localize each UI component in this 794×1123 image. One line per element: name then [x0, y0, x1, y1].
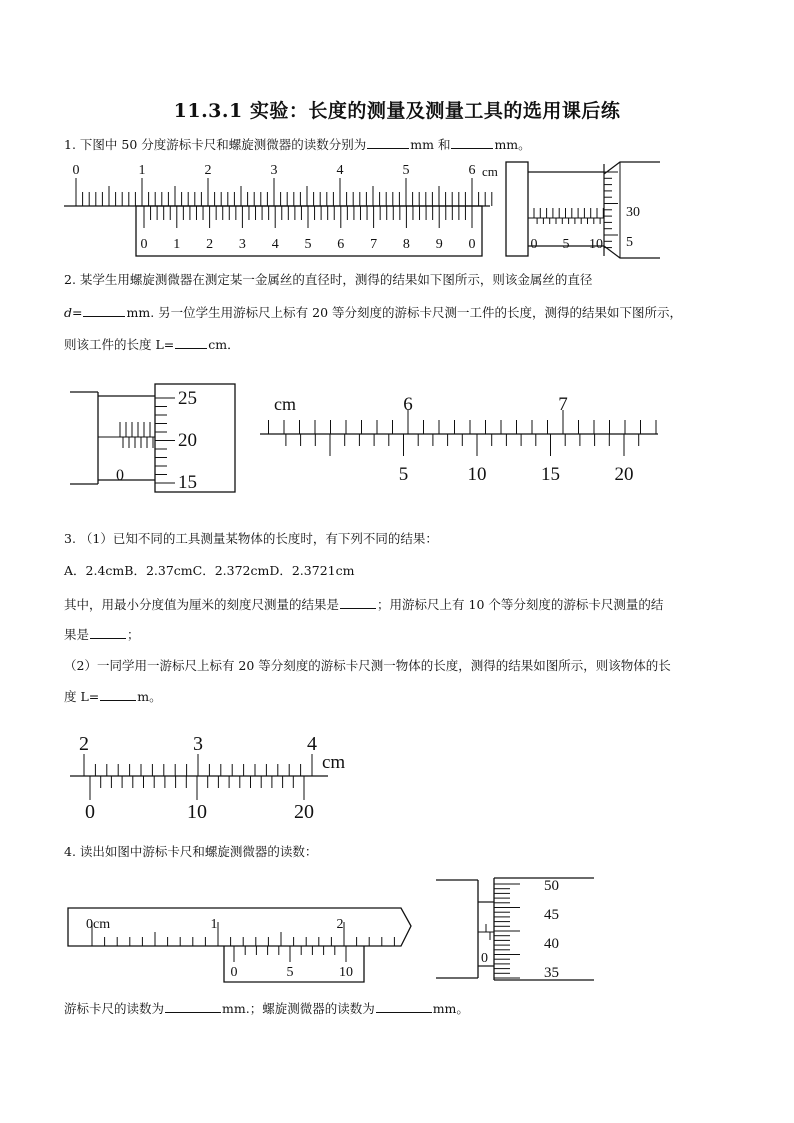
q4-answer-line [64, 1000, 469, 1017]
q3-line1 [64, 596, 663, 613]
q1-blank-micrometer[interactable] [451, 136, 493, 149]
main-scale-label: 2 [204, 163, 212, 178]
main-scale-label: 1 [138, 163, 146, 178]
q3-line2 [64, 626, 140, 643]
thimble-label: 15 [178, 472, 197, 493]
q2-line3 [64, 336, 240, 353]
thimble-label: 45 [544, 907, 559, 923]
vernier-scale-label: 0 [85, 801, 95, 823]
thimble-label: 40 [544, 936, 559, 952]
q4-blank-vernier[interactable] [165, 1000, 221, 1013]
q3-part2-line1: （2）一同学用一游标尺上标有 20 等分刻度的游标卡尺测一物体的长度，测得的结果如图所示，则该物体的长 [64, 658, 671, 673]
q2-micrometer-figure [70, 382, 240, 494]
page-title: 11.3.1 实验：长度的测量及测量工具的选用课后练 [173, 100, 621, 122]
q2-vernier-unit: cm [274, 394, 296, 414]
main-scale-label: 6 [403, 394, 413, 415]
q3-part2-line2 [64, 688, 162, 705]
q1-vernier-unit: cm [482, 164, 498, 179]
vernier-scale-label: 20 [294, 801, 314, 823]
q3-blank-b[interactable] [90, 626, 126, 639]
q2-line3-b: cm． [208, 337, 240, 352]
q4-sleeve-label: 0 [481, 951, 488, 966]
main-scale-label: 1 [210, 917, 218, 932]
q3-blank-a[interactable] [340, 596, 376, 609]
q2-line2 [64, 304, 682, 321]
q3-part2-b: 度 L= [64, 689, 100, 704]
thimble-label: 5 [626, 235, 633, 250]
q3-line-b: ；用游标尺上有 10 个等分刻度的游标卡尺测量的结 [377, 597, 664, 612]
vernier-scale-label: 15 [541, 464, 560, 485]
main-scale-label: 2 [336, 917, 344, 932]
q2-d-label: d= [64, 305, 83, 320]
q1-vernier-caliper-figure [62, 158, 502, 258]
q4-vernier-caliper-figure [66, 906, 416, 984]
q3-vernier-caliper-figure [66, 728, 366, 824]
vernier-scale-label: 0 [230, 965, 238, 980]
vernier-scale-label: 10 [339, 965, 353, 980]
vernier-scale-label: 20 [614, 464, 634, 485]
q2-blank-diameter[interactable] [83, 304, 125, 317]
vernier-scale-label: 5 [398, 464, 409, 485]
q3-line-c: 果是 [64, 627, 90, 642]
main-scale-label: 6 [468, 163, 476, 178]
vernier-scale-label: 10 [187, 801, 207, 823]
thimble-label: 25 [178, 388, 197, 409]
q4-intro: 4. 读出如图中游标卡尺和螺旋测微器的读数： [64, 844, 318, 859]
vernier-scale-label: 4 [271, 237, 279, 252]
main-scale-label: 3 [270, 163, 278, 178]
vernier-scale-label: 5 [286, 965, 294, 980]
main-scale-label: 4 [336, 163, 344, 178]
main-scale-label: 4 [307, 733, 317, 755]
sleeve-label: 0 [530, 237, 538, 252]
vernier-scale-label: 10 [467, 464, 487, 485]
q3-vernier-unit: cm [322, 752, 346, 773]
vernier-scale-label: 0 [140, 237, 148, 252]
sleeve-label: 10 [589, 237, 603, 252]
q1-prefix: 1. 下图中 50 分度游标卡尺和螺旋测微器的读数分别为 [64, 137, 367, 152]
main-scale-label: 2 [79, 733, 89, 755]
sleeve-label: 5 [562, 237, 570, 252]
vernier-scale-label: 7 [370, 237, 378, 252]
vernier-scale-label: 8 [402, 237, 410, 252]
vernier-scale-label: 3 [238, 237, 246, 252]
q4-blank-micrometer[interactable] [376, 1000, 432, 1013]
vernier-scale-label: 6 [337, 237, 345, 252]
thimble-label: 35 [544, 965, 559, 981]
thimble-label: 20 [178, 430, 197, 451]
main-scale-label: 0 [72, 163, 80, 178]
vernier-scale-label: 1 [173, 237, 181, 252]
q2-line1: 2. 某学生用螺旋测微器在测定某一金属丝的直径时，测得的结果如下图所示，则该金属丝的直径 [64, 272, 593, 287]
q3-line-a: 其中，用最小分度值为厘米的刻度尺测量的结果是 [64, 597, 340, 612]
q1-text [64, 136, 531, 153]
q4-micrometer-figure [434, 872, 604, 984]
vernier-scale-label: 2 [206, 237, 214, 252]
vernier-scale-label: 5 [304, 237, 312, 252]
main-scale-label: 0cm [86, 917, 111, 932]
q3-part2-c: m。 [137, 689, 162, 704]
q3-options: A．2.4cmB．2.37cmC．2.372cmD．2.3721cm [64, 563, 355, 578]
thimble-label: 50 [544, 878, 559, 894]
q3-line-d: ； [127, 627, 140, 642]
main-scale-label: 7 [558, 394, 568, 415]
vernier-scale-label: 9 [435, 237, 443, 252]
q4-answer-a: 游标卡尺的读数为 [64, 1001, 165, 1016]
q1-blank-vernier[interactable] [367, 136, 409, 149]
q1-mid: mm 和 [410, 137, 451, 152]
vernier-scale-label: 0 [468, 237, 476, 252]
q3-intro: 3. （1）已知不同的工具测量某物体的长度时，有下列不同的结果： [64, 531, 438, 546]
q2-sleeve-label: 0 [116, 467, 124, 484]
q2-vernier-caliper-figure [256, 388, 666, 488]
thimble-label: 30 [626, 205, 640, 220]
q4-answer-b: mm.；螺旋测微器的读数为 [222, 1001, 375, 1016]
q2-line2-rest: mm. 另一位学生用游标尺上标有 20 等分刻度的游标卡尺测一工件的长度，测得的结果如下图所示， [126, 305, 682, 320]
q2-blank-length[interactable] [175, 336, 207, 349]
q2-line3-a: 则该工件的长度 L= [64, 337, 175, 352]
main-scale-label: 5 [402, 163, 410, 178]
q1-micrometer-figure [504, 160, 664, 260]
q1-suffix: mm。 [494, 137, 531, 152]
q4-answer-c: mm。 [432, 1001, 469, 1016]
q3-blank-length[interactable] [100, 688, 136, 701]
main-scale-label: 3 [193, 733, 203, 755]
